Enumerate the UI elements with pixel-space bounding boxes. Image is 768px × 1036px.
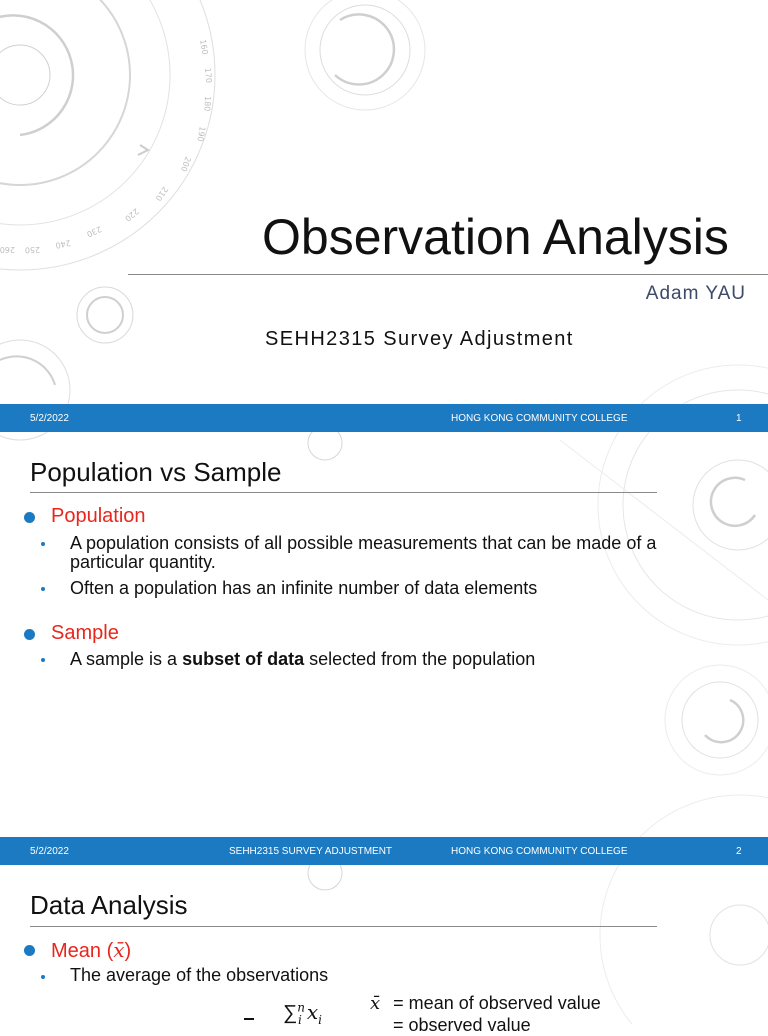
observed-value-legend: = observed value bbox=[393, 1015, 531, 1035]
mean-label-close: ) bbox=[124, 940, 132, 962]
slide1-footer-bar bbox=[0, 404, 768, 432]
footer-page-number: 1 bbox=[736, 413, 742, 424]
mean-label bbox=[51, 938, 131, 963]
sub-bullet-icon bbox=[41, 542, 45, 546]
footer-college: HONG KONG COMMUNITY COLLEGE bbox=[451, 846, 628, 857]
legend-symbol: x̄ bbox=[370, 993, 381, 1014]
svg-text:200: 200 bbox=[178, 155, 193, 173]
svg-text:260: 260 bbox=[0, 245, 15, 254]
sample-bullet-pre: A sample is a bbox=[70, 649, 183, 669]
population-bullet-2: Often a population has an infinite number of data elements bbox=[70, 578, 538, 598]
sample-bullet bbox=[70, 650, 720, 669]
formula-equals-sign bbox=[244, 1018, 254, 1020]
sub-bullet-icon bbox=[41, 658, 45, 662]
presentation-title: Observation Analysis bbox=[262, 209, 729, 265]
mean-formula-numerator bbox=[283, 1000, 322, 1027]
footer-page-number: 2 bbox=[736, 846, 742, 857]
svg-text:230: 230 bbox=[85, 224, 103, 239]
bullet-dot-icon bbox=[24, 945, 35, 956]
sum-symbol: ∑ bbox=[283, 1002, 298, 1024]
mean-bullet: The average of the observations bbox=[70, 965, 329, 985]
svg-text:170: 170 bbox=[203, 67, 214, 84]
sample-bullet-bold: subset of data bbox=[182, 649, 305, 669]
footer-college: HONG KONG COMMUNITY COLLEGE bbox=[451, 413, 628, 424]
title-divider bbox=[128, 274, 768, 275]
population-bullet-1: A population consists of all possible measurements that can be made of a particular quantity. bbox=[70, 533, 657, 572]
sample-label: Sample bbox=[51, 622, 119, 644]
course-subtitle: SEHH2315 Survey Adjustment bbox=[265, 328, 574, 350]
slide2-heading: Population vs Sample bbox=[30, 457, 282, 487]
mean-symbol: x̄ bbox=[113, 938, 125, 962]
mean-legend bbox=[370, 993, 601, 1014]
sub-bullet-icon bbox=[41, 975, 45, 979]
sum-upper-limit: n bbox=[297, 1000, 305, 1015]
mean-label-text: Mean ( bbox=[51, 940, 114, 962]
bullet-dot-icon bbox=[24, 629, 35, 640]
footer-course: SEHH2315 SURVEY ADJUSTMENT bbox=[229, 846, 393, 857]
formula-variable-index: i bbox=[318, 1013, 322, 1027]
legend-text: = mean of observed value bbox=[393, 993, 601, 1013]
slide2-footer-bar bbox=[0, 837, 768, 865]
slide3-heading: Data Analysis bbox=[30, 890, 188, 920]
slide3-heading-divider bbox=[30, 926, 657, 927]
bullet-dot-icon bbox=[24, 512, 35, 523]
svg-text:190: 190 bbox=[195, 125, 207, 143]
svg-text:160: 160 bbox=[198, 38, 210, 56]
population-label: Population bbox=[51, 505, 146, 527]
svg-text:220: 220 bbox=[123, 206, 141, 224]
svg-text:180: 180 bbox=[202, 95, 212, 112]
sum-lower-limit: i bbox=[298, 1013, 302, 1027]
svg-text:250: 250 bbox=[24, 245, 41, 255]
sample-bullet-post: selected from the population bbox=[304, 649, 536, 669]
slide2-heading-divider bbox=[30, 492, 657, 493]
svg-text:210: 210 bbox=[153, 184, 170, 203]
formula-variable: x bbox=[306, 1000, 319, 1024]
footer-date: 5/2/2022 bbox=[30, 846, 69, 857]
svg-text:240: 240 bbox=[54, 238, 72, 251]
sub-bullet-icon bbox=[41, 587, 45, 591]
footer-date: 5/2/2022 bbox=[30, 413, 69, 424]
author-name: Adam YAU bbox=[645, 283, 746, 304]
